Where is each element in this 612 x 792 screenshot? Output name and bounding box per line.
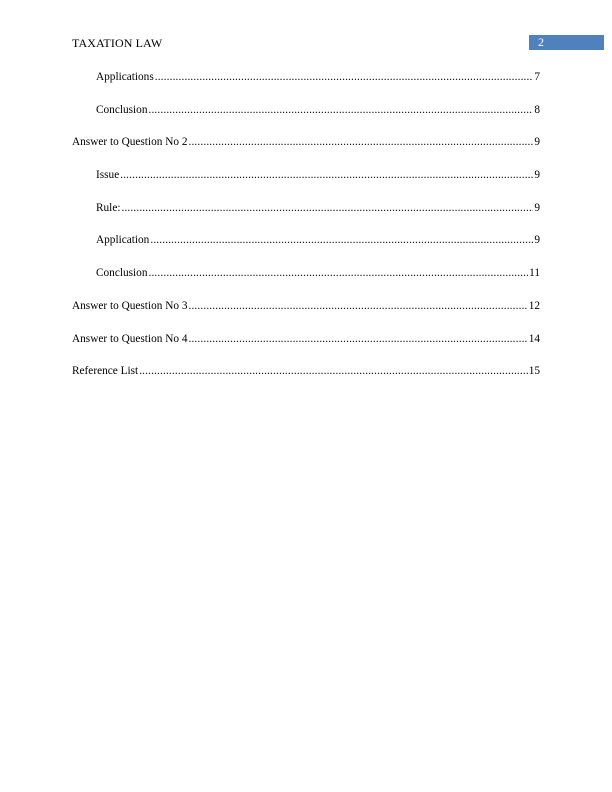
toc-entry-page: 9 bbox=[534, 234, 540, 247]
toc-entry-page: 12 bbox=[528, 299, 540, 312]
toc-entry-answer-q2[interactable] bbox=[72, 135, 540, 168]
toc-entry-page: 8 bbox=[534, 103, 540, 116]
toc-entry-label: Answer to Question No 3 bbox=[72, 299, 188, 312]
toc-entry-answer-q4[interactable] bbox=[72, 332, 540, 365]
toc-dot-leader bbox=[121, 201, 533, 215]
toc-dot-leader bbox=[155, 70, 534, 84]
toc-entry-page: 9 bbox=[534, 201, 540, 214]
toc-dot-leader bbox=[188, 332, 527, 346]
toc-entry-page: 14 bbox=[528, 332, 540, 345]
toc-entry-page: 7 bbox=[534, 71, 540, 83]
toc-entry-reference-list[interactable] bbox=[72, 364, 540, 397]
page-number-badge bbox=[529, 35, 604, 50]
toc-entry-application[interactable] bbox=[72, 233, 540, 266]
toc-entry-label: Answer to Question No 4 bbox=[72, 332, 188, 345]
toc-entry-label: Conclusion bbox=[96, 103, 148, 116]
toc-entry-label: Application bbox=[96, 234, 150, 247]
toc-entry-applications[interactable] bbox=[72, 70, 540, 103]
toc-entry-label: Answer to Question No 2 bbox=[72, 136, 188, 149]
toc-entry-label: Issue bbox=[96, 169, 120, 182]
toc-dot-leader bbox=[139, 364, 528, 378]
toc-entry-page: 9 bbox=[534, 169, 540, 182]
page-number: 2 bbox=[538, 35, 544, 49]
toc-entry-label: Reference List bbox=[72, 365, 139, 378]
toc-entry-label: Applications bbox=[96, 71, 154, 83]
toc-dot-leader bbox=[148, 103, 533, 117]
toc-dot-leader bbox=[120, 168, 533, 182]
toc-entry-page: 9 bbox=[534, 136, 540, 149]
toc-entry-rule[interactable] bbox=[72, 201, 540, 234]
toc-entry-label: Conclusion bbox=[96, 267, 148, 280]
toc-entry-page: 11 bbox=[529, 267, 540, 280]
toc-entry-issue[interactable] bbox=[72, 168, 540, 201]
running-header-title: TAXATION LAW bbox=[72, 36, 163, 50]
table-of-contents bbox=[72, 70, 540, 397]
toc-entry-label: Rule: bbox=[96, 201, 121, 214]
toc-entry-conclusion-q1[interactable] bbox=[72, 103, 540, 136]
toc-dot-leader bbox=[148, 266, 528, 280]
toc-dot-leader bbox=[188, 299, 527, 313]
toc-entry-conclusion-q2[interactable] bbox=[72, 266, 540, 299]
toc-dot-leader bbox=[188, 135, 533, 149]
toc-entry-answer-q3[interactable] bbox=[72, 299, 540, 332]
toc-dot-leader bbox=[150, 233, 533, 247]
toc-entry-page: 15 bbox=[528, 365, 540, 378]
